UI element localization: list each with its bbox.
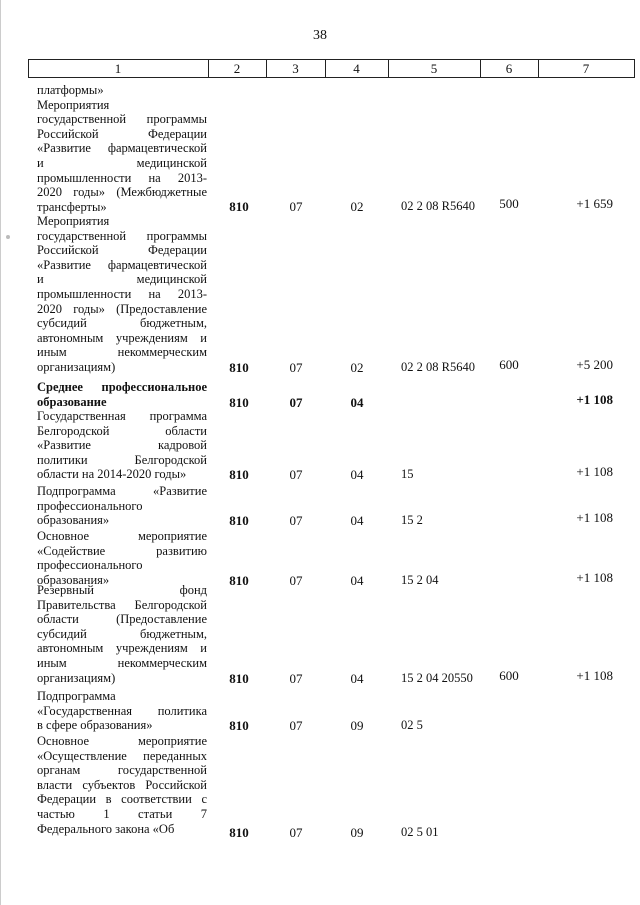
row-description — [37, 484, 207, 528]
row-description — [37, 529, 207, 587]
description-line: и медицинской — [37, 155, 207, 170]
description-line: автономным учреждениям и — [37, 641, 207, 656]
description-line: Правительства Белгородской — [37, 597, 207, 612]
code-section-cell: 07 — [289, 572, 303, 588]
code-subsection-cell: 04 — [350, 572, 364, 588]
page-number: 38 — [313, 28, 327, 43]
description-line: Российской Федерации — [37, 243, 207, 258]
description-line: Федерального закона «Об — [37, 821, 175, 836]
code-ministry-cell: 810 — [229, 513, 249, 529]
description-line: области (Предоставление — [37, 612, 207, 627]
amount-cell: +1 108 — [576, 510, 613, 526]
amount-cell: +5 200 — [576, 357, 613, 372]
description-line: платформы» — [37, 83, 104, 97]
description-line: субсидий бюджетным, — [37, 626, 207, 641]
code-subsection-cell: 04 — [350, 394, 364, 410]
description-line: автономным учреждениям и — [37, 330, 207, 345]
col-header-6: 6 — [505, 61, 513, 76]
description-line: организациям) — [37, 670, 116, 685]
code-target-article-cell: 02 2 08 R5640 — [401, 198, 475, 213]
code-target-article-cell: 15 — [401, 467, 414, 482]
code-ministry-cell: 810 — [229, 824, 249, 840]
description-line: Резервный фонд — [37, 583, 207, 597]
description-line: области на 2014-2020 годы» — [37, 467, 187, 482]
description-line: субсидий бюджетным, — [37, 316, 207, 331]
code-subsection-cell: 09 — [350, 718, 364, 734]
code-target-article-cell: 02 5 — [401, 718, 423, 733]
code-expense-type-cell: 600 — [499, 667, 519, 683]
code-section-cell: 07 — [289, 198, 303, 214]
scan-mark — [6, 235, 10, 239]
code-target-article-cell: 15 2 04 — [401, 572, 439, 587]
description-line: государственной программы — [37, 112, 207, 127]
description-line: власти субъектов Российской — [37, 777, 207, 792]
col-header-5: 5 — [430, 61, 438, 76]
description-line: Основное мероприятие — [37, 734, 207, 748]
description-line: «Содействие развитию — [37, 543, 207, 558]
description-line: Белгородской области — [37, 423, 207, 438]
description-line: профессионального — [37, 558, 143, 573]
code-ministry-cell: 810 — [229, 670, 249, 686]
code-subsection-cell: 02 — [350, 360, 364, 375]
description-line: Подпрограмма «Развитие — [37, 484, 207, 498]
description-line: частью 1 статьи 7 — [37, 806, 207, 821]
description-line: Среднее профессиональное — [37, 380, 207, 394]
amount-cell: +1 108 — [576, 391, 613, 407]
col-header-7: 7 — [582, 61, 590, 76]
code-section-cell: 07 — [289, 670, 303, 686]
code-section-cell: 07 — [289, 360, 303, 375]
description-line: трансферты» — [37, 199, 107, 214]
amount-cell: +1 108 — [576, 569, 613, 585]
description-line: «Осуществление переданных — [37, 748, 207, 763]
description-line: политики Белгородской — [37, 452, 207, 467]
row-description — [37, 83, 207, 214]
row-description — [37, 409, 207, 482]
description-line: «Развитие кадровой — [37, 438, 207, 453]
description-line: образования» — [37, 513, 110, 528]
code-ministry-cell: 810 — [229, 198, 249, 214]
description-line: Подпрограмма — [37, 689, 116, 703]
description-line: организациям) — [37, 359, 116, 374]
row-description — [37, 689, 207, 733]
description-line: Федерации в соответствии с — [37, 792, 207, 807]
description-line: «Государственная политика — [37, 703, 207, 718]
row-description — [37, 734, 207, 836]
code-target-article-cell: 15 2 04 20550 — [401, 670, 473, 685]
description-line: образования» — [37, 572, 110, 587]
code-subsection-cell: 02 — [350, 198, 364, 214]
code-ministry-cell: 810 — [229, 467, 249, 483]
description-line: Основное мероприятие — [37, 529, 207, 543]
description-line: «Развитие фармацевтической — [37, 141, 207, 156]
row-description — [37, 214, 207, 375]
amount-cell: +1 659 — [576, 195, 613, 211]
description-line: иным некоммерческим — [37, 345, 207, 360]
description-line: и медицинской — [37, 272, 207, 287]
code-section-cell: 07 — [289, 718, 303, 734]
row-description — [37, 380, 207, 409]
description-line: в сфере образования» — [37, 718, 153, 733]
col-header-2: 2 — [233, 61, 241, 76]
code-ministry-cell: 810 — [229, 360, 249, 375]
code-section-cell: 07 — [289, 824, 303, 840]
description-line: 2020 годы» (Предоставление — [37, 301, 207, 316]
description-line: образование — [37, 394, 107, 409]
code-ministry-cell: 810 — [229, 572, 249, 588]
amount-cell: +1 108 — [576, 667, 613, 683]
code-section-cell: 07 — [289, 394, 303, 410]
code-ministry-cell: 810 — [229, 718, 249, 734]
row-description — [37, 583, 207, 685]
description-line: профессионального — [37, 498, 143, 513]
code-expense-type-cell: 500 — [499, 195, 519, 211]
description-line: иным некоммерческим — [37, 655, 207, 670]
description-line: Государственная программа — [37, 409, 207, 423]
description-line: Мероприятия — [37, 214, 110, 228]
code-section-cell: 07 — [289, 513, 303, 529]
description-line: государственной программы — [37, 228, 207, 243]
description-line: промышленности на 2013- — [37, 286, 207, 301]
amount-cell: +1 108 — [576, 464, 613, 480]
code-target-article-cell: 02 5 01 — [401, 824, 439, 839]
description-line: «Развитие фармацевтической — [37, 257, 207, 272]
description-line: 2020 годы» (Межбюджетные — [37, 185, 207, 200]
description-line: Российской Федерации — [37, 126, 207, 141]
description-line: промышленности на 2013- — [37, 170, 207, 185]
code-subsection-cell: 04 — [350, 467, 364, 483]
code-subsection-cell: 04 — [350, 670, 364, 686]
code-expense-type-cell: 600 — [499, 357, 519, 372]
col-header-3: 3 — [292, 61, 299, 76]
description-line: Мероприятия — [37, 97, 110, 112]
col-header-1: 1 — [114, 61, 122, 76]
code-ministry-cell: 810 — [229, 394, 249, 410]
code-target-article-cell: 15 2 — [401, 513, 423, 528]
code-section-cell: 07 — [289, 467, 303, 483]
code-subsection-cell: 09 — [350, 824, 364, 840]
code-subsection-cell: 04 — [350, 513, 364, 529]
col-header-4: 4 — [353, 61, 360, 76]
description-line: органам государственной — [37, 763, 207, 778]
code-target-article-cell: 02 2 08 R5640 — [401, 360, 475, 374]
